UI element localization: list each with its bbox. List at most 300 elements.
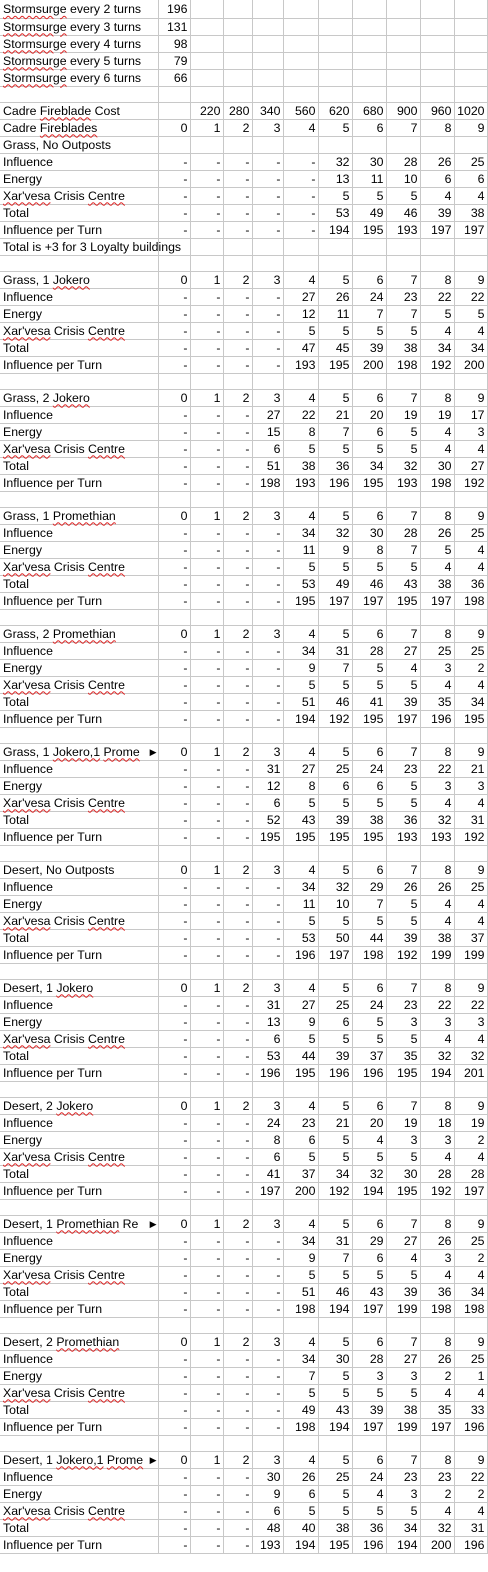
table-cell[interactable]: 23 xyxy=(283,1114,318,1131)
table-cell[interactable]: 7 xyxy=(318,659,352,676)
table-cell[interactable]: 7 xyxy=(386,1097,420,1114)
table-cell[interactable] xyxy=(190,1081,223,1097)
table-cell[interactable]: 34 xyxy=(352,457,386,474)
table-cell[interactable]: 192 xyxy=(386,946,420,963)
table-cell[interactable]: 5 xyxy=(318,1384,352,1401)
table-cell[interactable] xyxy=(252,963,283,979)
table-cell[interactable]: - xyxy=(190,1232,223,1249)
table-cell[interactable]: 5 xyxy=(386,423,420,440)
table-cell[interactable] xyxy=(252,1435,283,1451)
table-cell[interactable] xyxy=(158,845,190,861)
table-cell[interactable]: 7 xyxy=(386,743,420,760)
table-cell[interactable]: 36 xyxy=(386,811,420,828)
row-label-cell[interactable]: Desert, 1 Promethian Re ▶ xyxy=(0,1215,158,1232)
table-cell[interactable] xyxy=(352,52,386,69)
table-cell[interactable] xyxy=(223,1199,252,1215)
table-cell[interactable]: - xyxy=(190,322,223,339)
table-cell[interactable]: 39 xyxy=(386,693,420,710)
table-cell[interactable]: 34 xyxy=(318,1165,352,1182)
table-cell[interactable] xyxy=(318,1317,352,1333)
table-cell[interactable]: 26 xyxy=(420,1350,454,1367)
table-cell[interactable]: - xyxy=(158,1266,190,1283)
table-cell[interactable]: 4 xyxy=(454,558,487,575)
table-cell[interactable]: 28 xyxy=(454,1165,487,1182)
table-cell[interactable]: 32 xyxy=(318,878,352,895)
table-cell[interactable]: 38 xyxy=(352,811,386,828)
table-cell[interactable]: 6 xyxy=(252,1030,283,1047)
table-cell[interactable]: 8 xyxy=(352,541,386,558)
table-cell[interactable]: 46 xyxy=(318,1283,352,1300)
table-cell[interactable]: - xyxy=(223,1485,252,1502)
table-cell[interactable]: 15 xyxy=(252,423,283,440)
table-cell[interactable]: 680 xyxy=(352,102,386,119)
table-cell[interactable] xyxy=(454,18,487,35)
table-cell[interactable]: - xyxy=(190,1300,223,1317)
table-cell[interactable]: 39 xyxy=(386,929,420,946)
table-cell[interactable] xyxy=(420,18,454,35)
table-cell[interactable]: 4 xyxy=(283,979,318,996)
table-cell[interactable]: - xyxy=(252,1401,283,1418)
table-cell[interactable]: 7 xyxy=(386,271,420,288)
table-cell[interactable] xyxy=(454,963,487,979)
table-cell[interactable]: 196 xyxy=(454,1536,487,1553)
row-label-cell[interactable]: Influence per Turn xyxy=(0,1064,158,1081)
table-cell[interactable]: - xyxy=(158,693,190,710)
row-label-cell[interactable]: Desert, 1 Jokero xyxy=(0,979,158,996)
row-label-cell[interactable]: Influence xyxy=(0,878,158,895)
table-cell[interactable]: 5 xyxy=(420,305,454,322)
table-cell[interactable]: 21 xyxy=(318,406,352,423)
table-cell[interactable]: 34 xyxy=(454,1283,487,1300)
table-cell[interactable]: 5 xyxy=(318,861,352,878)
row-label-cell[interactable]: Influence per Turn xyxy=(0,1182,158,1199)
table-cell[interactable]: 1 xyxy=(190,1097,223,1114)
table-cell[interactable]: 198 xyxy=(454,592,487,609)
table-cell[interactable]: - xyxy=(158,760,190,777)
table-cell[interactable]: 4 xyxy=(283,1333,318,1350)
table-cell[interactable]: 2 xyxy=(454,659,487,676)
table-cell[interactable]: 6 xyxy=(352,389,386,406)
table-cell[interactable]: 25 xyxy=(454,524,487,541)
table-cell[interactable]: 66 xyxy=(158,69,190,86)
table-cell[interactable]: 9 xyxy=(283,659,318,676)
table-cell[interactable]: 28 xyxy=(420,1165,454,1182)
table-cell[interactable] xyxy=(454,136,487,153)
table-cell[interactable]: - xyxy=(190,1131,223,1148)
table-cell[interactable]: 1 xyxy=(454,1367,487,1384)
table-cell[interactable]: - xyxy=(158,575,190,592)
table-cell[interactable]: 23 xyxy=(420,1468,454,1485)
table-cell[interactable] xyxy=(420,845,454,861)
table-cell[interactable]: 196 xyxy=(352,1536,386,1553)
table-cell[interactable]: 19 xyxy=(454,1114,487,1131)
table-cell[interactable]: - xyxy=(223,541,252,558)
table-cell[interactable] xyxy=(386,1199,420,1215)
table-cell[interactable] xyxy=(352,609,386,625)
table-cell[interactable] xyxy=(420,35,454,52)
table-cell[interactable]: 2 xyxy=(223,271,252,288)
table-cell[interactable]: 3 xyxy=(420,659,454,676)
table-cell[interactable]: 4 xyxy=(454,895,487,912)
table-cell[interactable]: 192 xyxy=(420,1182,454,1199)
table-cell[interactable]: 7 xyxy=(386,389,420,406)
table-cell[interactable] xyxy=(190,69,223,86)
table-cell[interactable]: 3 xyxy=(386,1013,420,1030)
table-cell[interactable]: 8 xyxy=(283,423,318,440)
row-label-cell[interactable]: Total xyxy=(0,1165,158,1182)
row-label-cell[interactable]: Influence xyxy=(0,1350,158,1367)
table-cell[interactable] xyxy=(420,52,454,69)
table-cell[interactable] xyxy=(223,727,252,743)
table-cell[interactable]: 195 xyxy=(386,1064,420,1081)
table-cell[interactable]: 5 xyxy=(352,558,386,575)
table-cell[interactable]: - xyxy=(252,676,283,693)
table-cell[interactable]: 5 xyxy=(318,1333,352,1350)
table-cell[interactable]: 5 xyxy=(318,1131,352,1148)
table-cell[interactable]: - xyxy=(158,1148,190,1165)
table-cell[interactable]: 192 xyxy=(318,710,352,727)
table-cell[interactable]: 0 xyxy=(158,507,190,524)
table-cell[interactable]: 5 xyxy=(352,1502,386,1519)
table-cell[interactable] xyxy=(252,86,283,102)
table-cell[interactable]: - xyxy=(223,575,252,592)
table-cell[interactable]: 2 xyxy=(223,625,252,642)
table-cell[interactable] xyxy=(454,727,487,743)
table-cell[interactable]: 32 xyxy=(420,1047,454,1064)
table-cell[interactable]: - xyxy=(190,929,223,946)
table-cell[interactable]: - xyxy=(190,457,223,474)
table-cell[interactable]: 0 xyxy=(158,979,190,996)
table-cell[interactable]: 8 xyxy=(420,507,454,524)
table-cell[interactable]: 2 xyxy=(454,1131,487,1148)
table-cell[interactable]: - xyxy=(158,895,190,912)
table-cell[interactable]: 2 xyxy=(420,1367,454,1384)
table-cell[interactable]: - xyxy=(190,1030,223,1047)
table-cell[interactable]: - xyxy=(190,305,223,322)
row-label-cell[interactable]: Total xyxy=(0,457,158,474)
table-cell[interactable]: 0 xyxy=(158,389,190,406)
table-cell[interactable] xyxy=(420,69,454,86)
table-cell[interactable]: 0 xyxy=(158,1451,190,1468)
table-cell[interactable]: 3 xyxy=(454,1013,487,1030)
table-cell[interactable]: - xyxy=(190,524,223,541)
table-cell[interactable]: 7 xyxy=(386,507,420,524)
table-cell[interactable]: 39 xyxy=(352,1401,386,1418)
table-cell[interactable]: - xyxy=(252,1418,283,1435)
table-cell[interactable]: 0 xyxy=(158,1333,190,1350)
table-cell[interactable]: 37 xyxy=(454,929,487,946)
table-cell[interactable]: - xyxy=(190,575,223,592)
table-cell[interactable]: 36 xyxy=(352,1519,386,1536)
table-cell[interactable] xyxy=(386,727,420,743)
table-cell[interactable]: 3 xyxy=(420,777,454,794)
table-cell[interactable]: - xyxy=(158,1030,190,1047)
table-cell[interactable]: - xyxy=(283,204,318,221)
table-cell[interactable]: 49 xyxy=(352,204,386,221)
row-label-cell[interactable] xyxy=(0,255,158,271)
table-cell[interactable]: - xyxy=(223,1013,252,1030)
table-cell[interactable]: - xyxy=(158,1047,190,1064)
table-cell[interactable]: - xyxy=(158,1131,190,1148)
table-cell[interactable]: 5 xyxy=(318,979,352,996)
table-cell[interactable]: 1 xyxy=(190,1333,223,1350)
table-cell[interactable] xyxy=(454,1435,487,1451)
table-cell[interactable]: 199 xyxy=(454,946,487,963)
table-cell[interactable] xyxy=(223,845,252,861)
table-cell[interactable]: 2 xyxy=(223,119,252,136)
table-cell[interactable]: 27 xyxy=(283,760,318,777)
table-cell[interactable] xyxy=(190,491,223,507)
table-cell[interactable] xyxy=(454,255,487,271)
table-cell[interactable]: - xyxy=(223,423,252,440)
table-cell[interactable]: 6 xyxy=(420,170,454,187)
table-cell[interactable] xyxy=(420,609,454,625)
table-cell[interactable]: - xyxy=(158,339,190,356)
table-cell[interactable]: 29 xyxy=(352,1232,386,1249)
table-cell[interactable] xyxy=(283,238,318,255)
table-cell[interactable]: 6 xyxy=(252,1148,283,1165)
row-label-cell[interactable]: Total xyxy=(0,1283,158,1300)
table-cell[interactable]: 9 xyxy=(283,1249,318,1266)
table-cell[interactable]: 22 xyxy=(420,760,454,777)
table-cell[interactable]: 39 xyxy=(318,811,352,828)
table-cell[interactable]: 3 xyxy=(454,777,487,794)
table-cell[interactable]: 53 xyxy=(283,929,318,946)
table-cell[interactable]: - xyxy=(252,305,283,322)
table-cell[interactable]: 197 xyxy=(420,592,454,609)
table-cell[interactable]: 22 xyxy=(454,288,487,305)
table-cell[interactable]: 39 xyxy=(352,339,386,356)
table-cell[interactable] xyxy=(352,0,386,18)
table-cell[interactable]: 8 xyxy=(252,1131,283,1148)
table-cell[interactable]: 0 xyxy=(158,743,190,760)
table-cell[interactable]: 79 xyxy=(158,52,190,69)
table-cell[interactable]: 4 xyxy=(283,625,318,642)
table-cell[interactable]: - xyxy=(223,996,252,1013)
table-cell[interactable]: 5 xyxy=(318,507,352,524)
table-cell[interactable]: 32 xyxy=(386,457,420,474)
table-cell[interactable]: 195 xyxy=(283,592,318,609)
table-cell[interactable]: - xyxy=(158,1300,190,1317)
table-cell[interactable]: 22 xyxy=(420,996,454,1013)
table-cell[interactable]: - xyxy=(252,558,283,575)
table-cell[interactable]: 5 xyxy=(386,1384,420,1401)
table-cell[interactable]: - xyxy=(158,204,190,221)
table-cell[interactable]: 5 xyxy=(318,625,352,642)
table-cell[interactable]: - xyxy=(223,1266,252,1283)
table-cell[interactable] xyxy=(252,1317,283,1333)
table-cell[interactable]: 198 xyxy=(386,356,420,373)
table-cell[interactable] xyxy=(386,18,420,35)
table-cell[interactable]: 24 xyxy=(352,760,386,777)
table-cell[interactable]: 34 xyxy=(283,524,318,541)
table-cell[interactable]: 4 xyxy=(454,794,487,811)
table-cell[interactable]: - xyxy=(252,339,283,356)
table-cell[interactable] xyxy=(386,86,420,102)
table-cell[interactable] xyxy=(454,86,487,102)
table-cell[interactable]: 34 xyxy=(386,1519,420,1536)
table-cell[interactable]: 98 xyxy=(158,35,190,52)
row-label-cell[interactable] xyxy=(0,1199,158,1215)
row-label-cell[interactable]: Total is +3 for 3 Loyalty buildings xyxy=(0,238,158,255)
table-cell[interactable]: 5 xyxy=(352,659,386,676)
table-cell[interactable]: 5 xyxy=(318,187,352,204)
table-cell[interactable]: 28 xyxy=(386,153,420,170)
table-cell[interactable] xyxy=(223,1317,252,1333)
table-cell[interactable]: 1 xyxy=(190,861,223,878)
table-cell[interactable]: 200 xyxy=(420,1536,454,1553)
table-cell[interactable]: 24 xyxy=(352,288,386,305)
table-cell[interactable]: 36 xyxy=(454,575,487,592)
row-label-cell[interactable]: Influence per Turn xyxy=(0,828,158,845)
table-cell[interactable]: - xyxy=(252,693,283,710)
table-cell[interactable]: 38 xyxy=(454,204,487,221)
table-cell[interactable]: - xyxy=(252,153,283,170)
row-label-cell[interactable]: Xar'vesa Crisis Centre xyxy=(0,440,158,457)
table-cell[interactable]: 2 xyxy=(223,979,252,996)
table-cell[interactable]: 192 xyxy=(454,474,487,491)
table-cell[interactable]: 1 xyxy=(190,119,223,136)
table-cell[interactable]: 5 xyxy=(318,558,352,575)
table-cell[interactable]: - xyxy=(158,1418,190,1435)
table-cell[interactable]: - xyxy=(190,828,223,845)
table-cell[interactable]: 5 xyxy=(352,1030,386,1047)
table-cell[interactable]: 32 xyxy=(420,1519,454,1536)
table-cell[interactable]: 194 xyxy=(318,1418,352,1435)
table-cell[interactable]: 193 xyxy=(386,474,420,491)
table-cell[interactable]: - xyxy=(190,1182,223,1199)
table-cell[interactable]: 3 xyxy=(252,861,283,878)
table-cell[interactable]: - xyxy=(158,912,190,929)
table-cell[interactable]: 193 xyxy=(420,828,454,845)
table-cell[interactable]: 196 xyxy=(283,946,318,963)
table-cell[interactable]: 5 xyxy=(352,440,386,457)
table-cell[interactable]: 197 xyxy=(454,221,487,238)
table-cell[interactable]: 4 xyxy=(454,1502,487,1519)
table-cell[interactable]: 23 xyxy=(386,996,420,1013)
table-cell[interactable] xyxy=(420,727,454,743)
row-label-cell[interactable]: Xar'vesa Crisis Centre xyxy=(0,187,158,204)
row-label-cell[interactable]: Desert, 2 Promethian xyxy=(0,1333,158,1350)
table-cell[interactable]: - xyxy=(283,170,318,187)
row-label-cell[interactable]: Xar'vesa Crisis Centre xyxy=(0,676,158,693)
table-cell[interactable]: 37 xyxy=(352,1047,386,1064)
table-cell[interactable]: 4 xyxy=(420,322,454,339)
table-cell[interactable] xyxy=(420,1317,454,1333)
table-cell[interactable]: 5 xyxy=(283,558,318,575)
table-cell[interactable]: 26 xyxy=(318,288,352,305)
table-cell[interactable]: - xyxy=(223,592,252,609)
table-cell[interactable]: 31 xyxy=(252,996,283,1013)
table-cell[interactable]: - xyxy=(252,187,283,204)
table-cell[interactable] xyxy=(420,1435,454,1451)
row-label-cell[interactable]: Influence xyxy=(0,1114,158,1131)
table-cell[interactable]: - xyxy=(190,1401,223,1418)
table-cell[interactable]: 25 xyxy=(420,642,454,659)
table-cell[interactable]: 8 xyxy=(420,1451,454,1468)
table-cell[interactable]: 3 xyxy=(420,1013,454,1030)
table-cell[interactable] xyxy=(223,373,252,389)
table-cell[interactable]: 197 xyxy=(318,592,352,609)
table-cell[interactable] xyxy=(252,136,283,153)
table-cell[interactable] xyxy=(318,238,352,255)
row-label-cell[interactable]: Energy xyxy=(0,777,158,794)
table-cell[interactable]: - xyxy=(223,878,252,895)
table-cell[interactable]: 195 xyxy=(283,828,318,845)
table-cell[interactable]: 46 xyxy=(386,204,420,221)
table-cell[interactable]: 7 xyxy=(386,625,420,642)
table-cell[interactable]: 30 xyxy=(420,457,454,474)
table-cell[interactable]: 7 xyxy=(352,305,386,322)
table-cell[interactable]: 6 xyxy=(352,625,386,642)
table-cell[interactable]: 46 xyxy=(352,575,386,592)
table-cell[interactable] xyxy=(454,52,487,69)
table-cell[interactable]: 5 xyxy=(283,1148,318,1165)
table-cell[interactable]: - xyxy=(158,356,190,373)
row-label-cell[interactable] xyxy=(0,1435,158,1451)
table-cell[interactable]: 5 xyxy=(352,1013,386,1030)
table-cell[interactable]: 199 xyxy=(420,946,454,963)
table-cell[interactable]: 196 xyxy=(252,1064,283,1081)
table-cell[interactable]: 5 xyxy=(283,440,318,457)
table-cell[interactable]: - xyxy=(252,170,283,187)
table-cell[interactable]: - xyxy=(158,541,190,558)
table-cell[interactable] xyxy=(318,727,352,743)
table-cell[interactable]: - xyxy=(190,558,223,575)
row-label-cell[interactable]: Total xyxy=(0,204,158,221)
table-cell[interactable]: - xyxy=(158,474,190,491)
table-cell[interactable]: - xyxy=(283,187,318,204)
table-cell[interactable]: 4 xyxy=(283,861,318,878)
table-cell[interactable] xyxy=(158,1317,190,1333)
table-cell[interactable]: 38 xyxy=(420,575,454,592)
table-cell[interactable]: 3 xyxy=(252,389,283,406)
row-label-cell[interactable]: Energy xyxy=(0,1131,158,1148)
table-cell[interactable] xyxy=(386,845,420,861)
table-cell[interactable]: 11 xyxy=(318,305,352,322)
row-label-cell[interactable]: Desert, No Outposts xyxy=(0,861,158,878)
table-cell[interactable]: 35 xyxy=(386,1047,420,1064)
table-cell[interactable] xyxy=(158,727,190,743)
row-label-cell[interactable]: Xar'vesa Crisis Centre xyxy=(0,1502,158,1519)
table-cell[interactable]: 5 xyxy=(420,541,454,558)
table-cell[interactable]: 10 xyxy=(318,895,352,912)
table-cell[interactable]: - xyxy=(190,659,223,676)
table-cell[interactable] xyxy=(352,1081,386,1097)
table-cell[interactable]: 41 xyxy=(252,1165,283,1182)
table-cell[interactable]: 198 xyxy=(420,474,454,491)
table-cell[interactable]: 20 xyxy=(352,1114,386,1131)
table-cell[interactable]: 32 xyxy=(454,1047,487,1064)
table-cell[interactable]: 9 xyxy=(454,979,487,996)
table-cell[interactable]: - xyxy=(158,811,190,828)
table-cell[interactable]: 25 xyxy=(454,1350,487,1367)
row-label-cell[interactable]: Stormsurge every 6 turns xyxy=(0,69,158,86)
table-cell[interactable]: 49 xyxy=(318,575,352,592)
table-cell[interactable]: - xyxy=(158,946,190,963)
table-cell[interactable]: - xyxy=(223,929,252,946)
table-cell[interactable] xyxy=(318,255,352,271)
table-cell[interactable]: 197 xyxy=(318,946,352,963)
table-cell[interactable] xyxy=(386,609,420,625)
table-cell[interactable]: 4 xyxy=(283,743,318,760)
table-cell[interactable]: 4 xyxy=(454,1266,487,1283)
table-cell[interactable]: 195 xyxy=(318,828,352,845)
table-cell[interactable]: 26 xyxy=(420,524,454,541)
table-cell[interactable]: - xyxy=(158,1283,190,1300)
table-cell[interactable]: - xyxy=(223,187,252,204)
row-label-cell[interactable]: Energy xyxy=(0,1485,158,1502)
